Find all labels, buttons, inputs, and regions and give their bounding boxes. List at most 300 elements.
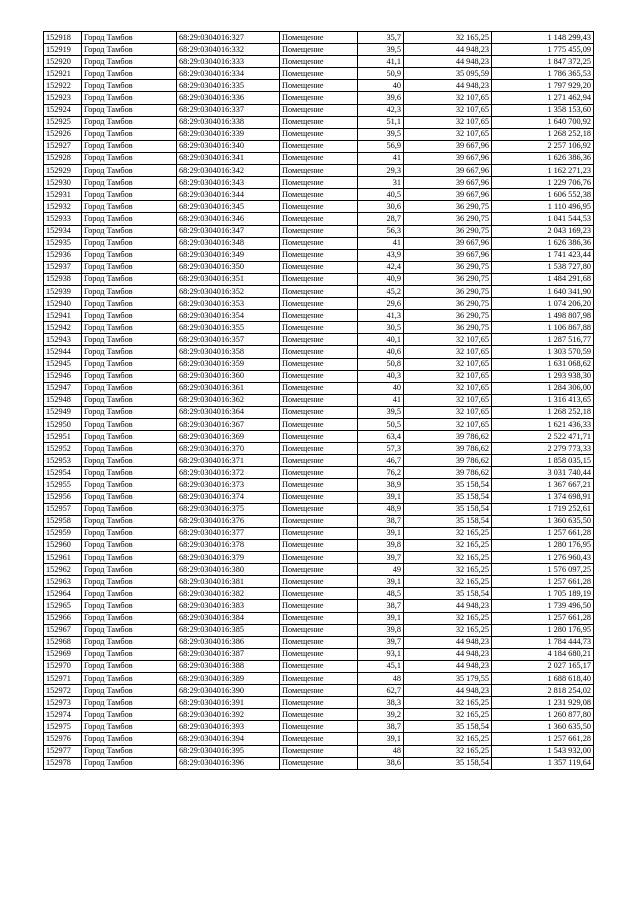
total-value-cell: 1 231 929,08 [492,697,594,709]
type-cell: Помещение [280,152,358,164]
cadastral-number-cell: 68:29:0304016:388 [177,660,280,672]
row-id: 152952 [44,443,82,455]
row-id: 152918 [44,32,82,44]
total-value-cell: 1 367 667,21 [492,479,594,491]
cadastral-number-cell: 68:29:0304016:370 [177,443,280,455]
area-cell: 40,3 [358,370,404,382]
area-cell: 93,1 [358,648,404,660]
cadastral-number-cell: 68:29:0304016:378 [177,539,280,551]
price-per-sqm-cell: 32 107,65 [404,92,492,104]
type-cell: Помещение [280,455,358,467]
total-value-cell: 2 522 471,71 [492,431,594,443]
row-id: 152941 [44,310,82,322]
row-id: 152933 [44,213,82,225]
table-row [44,394,594,406]
row-id: 152959 [44,527,82,539]
area-cell: 45,2 [358,285,404,297]
type-cell: Помещение [280,80,358,92]
table-row [44,527,594,539]
price-per-sqm-cell: 32 107,65 [404,104,492,116]
row-id: 152949 [44,406,82,418]
city-cell: Город Тамбов [82,672,177,684]
row-id: 152934 [44,225,82,237]
row-id: 152935 [44,237,82,249]
area-cell: 28,7 [358,213,404,225]
row-id: 152931 [44,189,82,201]
type-cell: Помещение [280,213,358,225]
row-id: 152956 [44,491,82,503]
price-per-sqm-cell: 39 667,96 [404,189,492,201]
total-value-cell: 2 279 773,33 [492,443,594,455]
area-cell: 39,1 [358,527,404,539]
total-value-cell: 1 148 299,43 [492,32,594,44]
area-cell: 40 [358,80,404,92]
row-id: 152966 [44,612,82,624]
row-id: 152960 [44,539,82,551]
city-cell: Город Тамбов [82,44,177,56]
area-cell: 43,9 [358,249,404,261]
type-cell: Помещение [280,419,358,431]
cadastral-number-cell: 68:29:0304016:342 [177,165,280,177]
total-value-cell: 1 257 661,28 [492,733,594,745]
cadastral-number-cell: 68:29:0304016:343 [177,177,280,189]
price-per-sqm-cell: 35 095,59 [404,68,492,80]
type-cell: Помещение [280,672,358,684]
row-id: 152936 [44,249,82,261]
area-cell: 56,9 [358,140,404,152]
total-value-cell: 2 818 254,02 [492,685,594,697]
city-cell: Город Тамбов [82,334,177,346]
area-cell: 31 [358,177,404,189]
total-value-cell: 1 280 176,95 [492,539,594,551]
table-row [44,358,594,370]
row-id: 152919 [44,44,82,56]
cadastral-number-cell: 68:29:0304016:341 [177,152,280,164]
price-per-sqm-cell: 32 165,25 [404,709,492,721]
type-cell: Помещение [280,189,358,201]
table-body [44,32,594,770]
table-row [44,648,594,660]
city-cell: Город Тамбов [82,394,177,406]
row-id: 152950 [44,419,82,431]
table-row [44,636,594,648]
city-cell: Город Тамбов [82,249,177,261]
cadastral-number-cell: 68:29:0304016:327 [177,32,280,44]
table-row [44,455,594,467]
city-cell: Город Тамбов [82,80,177,92]
total-value-cell: 1 041 544,53 [492,213,594,225]
total-value-cell: 1 360 635,50 [492,515,594,527]
table-row [44,697,594,709]
table-row [44,479,594,491]
row-id: 152928 [44,152,82,164]
total-value-cell: 1 705 189,19 [492,588,594,600]
cadastral-number-cell: 68:29:0304016:381 [177,576,280,588]
row-id: 152953 [44,455,82,467]
price-per-sqm-cell: 44 948,23 [404,80,492,92]
total-value-cell: 1 357 119,64 [492,757,594,769]
city-cell: Город Тамбов [82,310,177,322]
type-cell: Помещение [280,237,358,249]
price-per-sqm-cell: 44 948,23 [404,56,492,68]
area-cell: 48 [358,745,404,757]
city-cell: Город Тамбов [82,697,177,709]
price-per-sqm-cell: 44 948,23 [404,636,492,648]
cadastral-number-cell: 68:29:0304016:389 [177,672,280,684]
type-cell: Помещение [280,298,358,310]
type-cell: Помещение [280,92,358,104]
total-value-cell: 2 257 106,92 [492,140,594,152]
type-cell: Помещение [280,165,358,177]
table-row [44,709,594,721]
type-cell: Помещение [280,128,358,140]
cadastral-number-cell: 68:29:0304016:337 [177,104,280,116]
row-id: 152972 [44,685,82,697]
area-cell: 39,1 [358,491,404,503]
area-cell: 41 [358,237,404,249]
cadastral-number-cell: 68:29:0304016:361 [177,382,280,394]
city-cell: Город Тамбов [82,225,177,237]
total-value-cell: 1 276 960,43 [492,552,594,564]
type-cell: Помещение [280,648,358,660]
city-cell: Город Тамбов [82,165,177,177]
area-cell: 39,2 [358,709,404,721]
price-per-sqm-cell: 32 107,65 [404,419,492,431]
total-value-cell: 1 162 271,23 [492,165,594,177]
cadastral-number-cell: 68:29:0304016:358 [177,346,280,358]
table-row [44,576,594,588]
type-cell: Помещение [280,527,358,539]
row-id: 152947 [44,382,82,394]
row-id: 152965 [44,600,82,612]
table-row [44,140,594,152]
city-cell: Город Тамбов [82,527,177,539]
area-cell: 42,4 [358,261,404,273]
cadastral-number-cell: 68:29:0304016:374 [177,491,280,503]
row-id: 152964 [44,588,82,600]
area-cell: 48,5 [358,588,404,600]
cadastral-number-cell: 68:29:0304016:393 [177,721,280,733]
cadastral-number-cell: 68:29:0304016:345 [177,201,280,213]
row-id: 152923 [44,92,82,104]
table-row [44,334,594,346]
table-row [44,624,594,636]
row-id: 152973 [44,697,82,709]
price-per-sqm-cell: 36 290,75 [404,201,492,213]
price-per-sqm-cell: 32 107,65 [404,370,492,382]
type-cell: Помещение [280,310,358,322]
area-cell: 48,9 [358,503,404,515]
type-cell: Помещение [280,201,358,213]
area-cell: 39,8 [358,539,404,551]
type-cell: Помещение [280,443,358,455]
price-per-sqm-cell: 36 290,75 [404,213,492,225]
row-id: 152922 [44,80,82,92]
area-cell: 30,5 [358,322,404,334]
area-cell: 39,1 [358,576,404,588]
city-cell: Город Тамбов [82,431,177,443]
cadastral-number-cell: 68:29:0304016:375 [177,503,280,515]
table-row [44,310,594,322]
table-row [44,419,594,431]
city-cell: Город Тамбов [82,68,177,80]
price-per-sqm-cell: 36 290,75 [404,310,492,322]
area-cell: 49 [358,564,404,576]
price-per-sqm-cell: 44 948,23 [404,685,492,697]
type-cell: Помещение [280,358,358,370]
city-cell: Город Тамбов [82,322,177,334]
area-cell: 39,7 [358,636,404,648]
type-cell: Помещение [280,261,358,273]
area-cell: 41,1 [358,56,404,68]
city-cell: Город Тамбов [82,588,177,600]
cadastral-number-cell: 68:29:0304016:384 [177,612,280,624]
table-row [44,491,594,503]
row-id: 152926 [44,128,82,140]
area-cell: 63,4 [358,431,404,443]
table-row [44,672,594,684]
table-row [44,261,594,273]
total-value-cell: 1 287 516,77 [492,334,594,346]
total-value-cell: 1 719 252,61 [492,503,594,515]
total-value-cell: 1 360 635,50 [492,721,594,733]
table-row [44,56,594,68]
row-id: 152978 [44,757,82,769]
city-cell: Город Тамбов [82,503,177,515]
type-cell: Помещение [280,479,358,491]
cadastral-number-cell: 68:29:0304016:354 [177,310,280,322]
area-cell: 30,6 [358,201,404,213]
price-per-sqm-cell: 39 667,96 [404,140,492,152]
type-cell: Помещение [280,140,358,152]
price-per-sqm-cell: 44 948,23 [404,600,492,612]
table-row [44,552,594,564]
area-cell: 39,5 [358,44,404,56]
cadastral-number-cell: 68:29:0304016:371 [177,455,280,467]
area-cell: 46,7 [358,455,404,467]
cadastral-number-cell: 68:29:0304016:339 [177,128,280,140]
price-per-sqm-cell: 39 786,62 [404,467,492,479]
city-cell: Город Тамбов [82,213,177,225]
cadastral-number-cell: 68:29:0304016:376 [177,515,280,527]
cadastral-number-cell: 68:29:0304016:364 [177,406,280,418]
table-row [44,177,594,189]
total-value-cell: 1 284 306,00 [492,382,594,394]
table-row [44,128,594,140]
type-cell: Помещение [280,612,358,624]
price-per-sqm-cell: 32 107,65 [404,346,492,358]
type-cell: Помещение [280,503,358,515]
cadastral-number-cell: 68:29:0304016:391 [177,697,280,709]
cadastral-number-cell: 68:29:0304016:338 [177,116,280,128]
city-cell: Город Тамбов [82,685,177,697]
type-cell: Помещение [280,757,358,769]
price-per-sqm-cell: 39 667,96 [404,152,492,164]
total-value-cell: 1 543 932,00 [492,745,594,757]
price-per-sqm-cell: 35 158,54 [404,491,492,503]
cadastral-number-cell: 68:29:0304016:377 [177,527,280,539]
table-row [44,685,594,697]
cadastral-number-cell: 68:29:0304016:382 [177,588,280,600]
type-cell: Помещение [280,382,358,394]
city-cell: Город Тамбов [82,757,177,769]
area-cell: 35,7 [358,32,404,44]
price-per-sqm-cell: 32 165,25 [404,564,492,576]
area-cell: 39,7 [358,552,404,564]
city-cell: Город Тамбов [82,92,177,104]
type-cell: Помещение [280,177,358,189]
total-value-cell: 1 316 413,65 [492,394,594,406]
row-id: 152938 [44,273,82,285]
area-cell: 62,7 [358,685,404,697]
city-cell: Город Тамбов [82,419,177,431]
area-cell: 40,9 [358,273,404,285]
type-cell: Помещение [280,44,358,56]
row-id: 152946 [44,370,82,382]
area-cell: 29,3 [358,165,404,177]
type-cell: Помещение [280,116,358,128]
cadastral-number-cell: 68:29:0304016:387 [177,648,280,660]
cadastral-number-cell: 68:29:0304016:359 [177,358,280,370]
city-cell: Город Тамбов [82,201,177,213]
type-cell: Помещение [280,636,358,648]
row-id: 152948 [44,394,82,406]
area-cell: 39,5 [358,406,404,418]
total-value-cell: 1 257 661,28 [492,576,594,588]
cadastral-number-cell: 68:29:0304016:346 [177,213,280,225]
row-id: 152958 [44,515,82,527]
cadastral-number-cell: 68:29:0304016:344 [177,189,280,201]
table-row [44,588,594,600]
row-id: 152970 [44,660,82,672]
cadastral-number-cell: 68:29:0304016:350 [177,261,280,273]
row-id: 152968 [44,636,82,648]
type-cell: Помещение [280,576,358,588]
cadastral-number-cell: 68:29:0304016:373 [177,479,280,491]
table-row [44,443,594,455]
price-per-sqm-cell: 44 948,23 [404,44,492,56]
total-value-cell: 2 027 165,17 [492,660,594,672]
city-cell: Город Тамбов [82,346,177,358]
area-cell: 48 [358,672,404,684]
city-cell: Город Тамбов [82,660,177,672]
cadastral-number-cell: 68:29:0304016:357 [177,334,280,346]
table-row [44,237,594,249]
cadastral-number-cell: 68:29:0304016:362 [177,394,280,406]
city-cell: Город Тамбов [82,745,177,757]
area-cell: 39,8 [358,624,404,636]
price-per-sqm-cell: 36 290,75 [404,285,492,297]
total-value-cell: 1 257 661,28 [492,527,594,539]
row-id: 152924 [44,104,82,116]
row-id: 152969 [44,648,82,660]
type-cell: Помещение [280,225,358,237]
price-per-sqm-cell: 32 107,65 [404,334,492,346]
total-value-cell: 3 031 740,44 [492,467,594,479]
table-row [44,346,594,358]
type-cell: Помещение [280,685,358,697]
type-cell: Помещение [280,660,358,672]
total-value-cell: 1 293 938,30 [492,370,594,382]
total-value-cell: 1 271 462,94 [492,92,594,104]
type-cell: Помещение [280,588,358,600]
city-cell: Город Тамбов [82,455,177,467]
table-row [44,515,594,527]
price-per-sqm-cell: 32 107,65 [404,358,492,370]
total-value-cell: 1 498 807,98 [492,310,594,322]
price-per-sqm-cell: 32 165,25 [404,697,492,709]
type-cell: Помещение [280,600,358,612]
total-value-cell: 1 576 097,25 [492,564,594,576]
type-cell: Помещение [280,32,358,44]
table-row [44,213,594,225]
table-row [44,104,594,116]
total-value-cell: 1 268 252,18 [492,128,594,140]
city-cell: Город Тамбов [82,648,177,660]
table-row [44,612,594,624]
table-row [44,431,594,443]
price-per-sqm-cell: 32 165,25 [404,32,492,44]
area-cell: 41,3 [358,310,404,322]
area-cell: 38,7 [358,721,404,733]
row-id: 152945 [44,358,82,370]
city-cell: Город Тамбов [82,189,177,201]
type-cell: Помещение [280,322,358,334]
table-row [44,370,594,382]
total-value-cell: 1 626 386,36 [492,237,594,249]
cadastral-number-cell: 68:29:0304016:335 [177,80,280,92]
area-cell: 39,5 [358,128,404,140]
row-id: 152925 [44,116,82,128]
total-value-cell: 1 784 444,73 [492,636,594,648]
city-cell: Город Тамбов [82,128,177,140]
type-cell: Помещение [280,709,358,721]
cadastral-number-cell: 68:29:0304016:390 [177,685,280,697]
table-row [44,44,594,56]
total-value-cell: 1 260 877,80 [492,709,594,721]
table-row [44,80,594,92]
price-per-sqm-cell: 39 667,96 [404,177,492,189]
area-cell: 50,5 [358,419,404,431]
price-per-sqm-cell: 32 165,25 [404,552,492,564]
type-cell: Помещение [280,733,358,745]
area-cell: 40 [358,382,404,394]
row-id: 152975 [44,721,82,733]
city-cell: Город Тамбов [82,709,177,721]
city-cell: Город Тамбов [82,539,177,551]
price-per-sqm-cell: 32 165,25 [404,576,492,588]
cadastral-number-cell: 68:29:0304016:347 [177,225,280,237]
row-id: 152957 [44,503,82,515]
price-per-sqm-cell: 32 107,65 [404,394,492,406]
type-cell: Помещение [280,491,358,503]
total-value-cell: 1 797 929,20 [492,80,594,92]
area-cell: 57,3 [358,443,404,455]
total-value-cell: 1 626 386,36 [492,152,594,164]
row-id: 152944 [44,346,82,358]
area-cell: 40,6 [358,346,404,358]
area-cell: 38,3 [358,697,404,709]
price-per-sqm-cell: 36 290,75 [404,225,492,237]
cadastral-number-cell: 68:29:0304016:333 [177,56,280,68]
cadastral-number-cell: 68:29:0304016:351 [177,273,280,285]
price-per-sqm-cell: 35 158,54 [404,721,492,733]
total-value-cell: 1 484 291,68 [492,273,594,285]
type-cell: Помещение [280,697,358,709]
row-id: 152977 [44,745,82,757]
cadastral-number-cell: 68:29:0304016:369 [177,431,280,443]
price-per-sqm-cell: 32 165,25 [404,527,492,539]
